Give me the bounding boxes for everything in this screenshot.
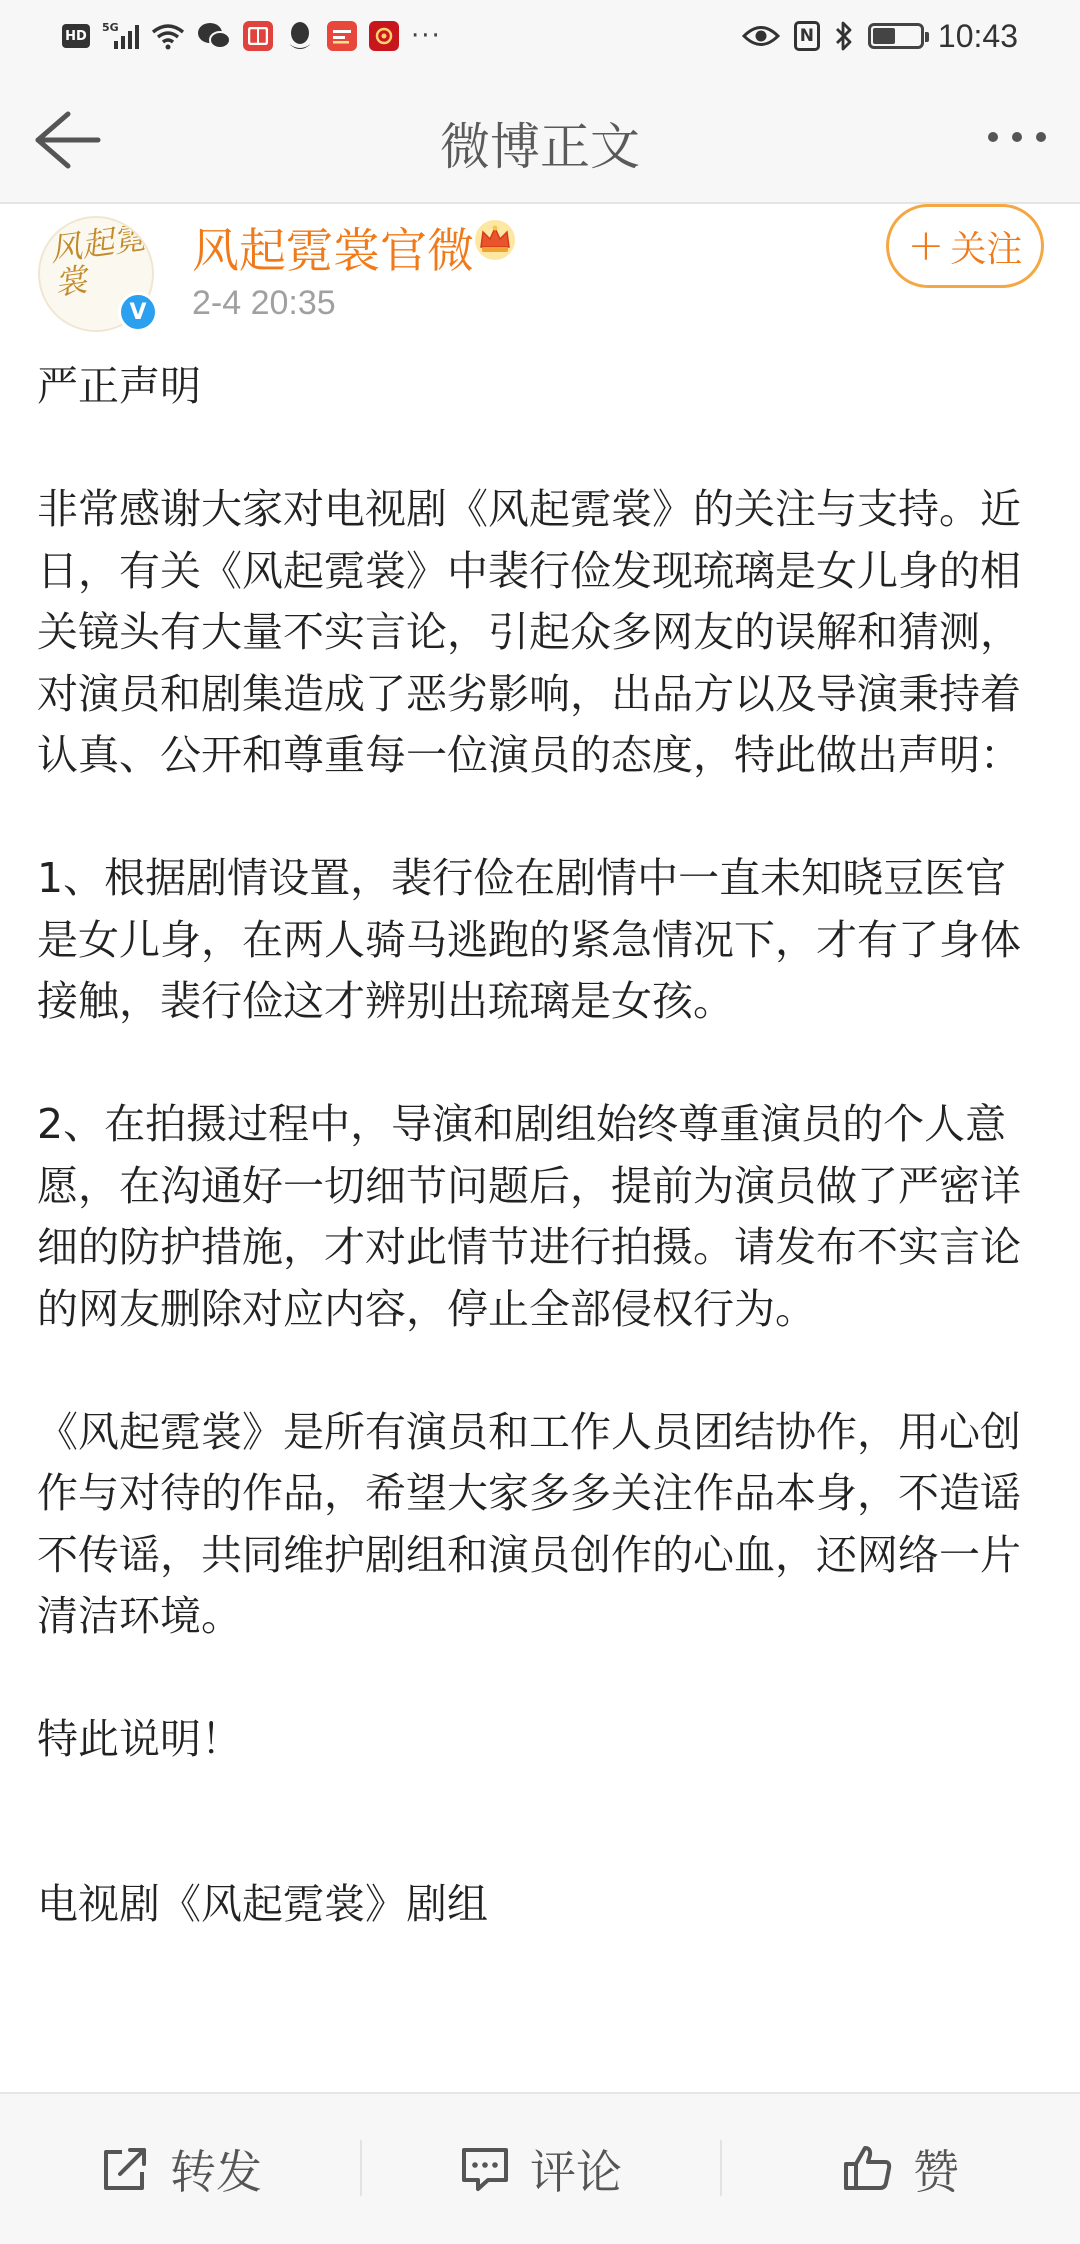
verified-badge-icon: V [118, 292, 158, 332]
repost-button[interactable] [0, 2094, 360, 2244]
bottom-toolbar [0, 2092, 1080, 2244]
more-notifications-icon: ··· [411, 21, 442, 51]
post-signature: 电视剧《风起霓裳》剧组 [37, 1879, 488, 1928]
nfc-icon: N [794, 21, 820, 51]
comment-button[interactable] [360, 2094, 720, 2244]
eye-icon [742, 23, 780, 49]
more-menu-icon[interactable] [988, 132, 1046, 142]
share-icon [98, 2142, 152, 2196]
page-title: 微博正文 [440, 118, 640, 176]
wechat-icon [197, 21, 231, 51]
post-closing: 特此说明！ [37, 1715, 242, 1763]
follow-label: 关注 [950, 228, 1023, 270]
avatar-calligraphy: 风起霓裳 [47, 217, 148, 303]
wifi-icon [151, 22, 185, 50]
network-type: 5G [102, 21, 119, 34]
author-name[interactable]: 风起霓裳官微 [192, 224, 474, 279]
battery-icon [868, 23, 924, 49]
reader-icon [243, 21, 273, 51]
signal-icon [102, 23, 139, 49]
post-paragraph-4: 《风起霓裳》是所有演员和工作人员团结协作，用心创作与对待的作品，希望大家多多关注作品本身，不造谣不传谣，共同维护剧组和演员创作的心血，还网络一片清洁环境。 [37, 1407, 1021, 1640]
news-icon [369, 21, 399, 51]
like-button[interactable] [720, 2094, 1080, 2244]
comment-icon [458, 2142, 512, 2196]
crown-icon [472, 216, 518, 262]
status-bar-left [62, 14, 442, 58]
hd-icon: HD [62, 24, 90, 48]
status-bar-right [742, 14, 1018, 58]
post-paragraph-1: 非常感谢大家对电视剧《风起霓裳》的关注与支持。近日，有关《风起霓裳》中裴行俭发现琉璃是女儿身的相关镜头有大量不实言论，引起众多网友的误解和猜测，对演员和剧集造成了恶劣影响，出品方以及导演秉持着认真、公开和尊重每一位演员的态度，特此做出声明： [37, 485, 1021, 779]
post-paragraph-3: 2、在拍摄过程中，导演和剧组始终尊重演员的个人意愿，在沟通好一切细节问题后，提前为演员做了严密详细的防护措施，才对此情节进行拍摄。请发布不实言论的网友删除对应内容，停止全部侵权行为。 [37, 1100, 1021, 1333]
bluetooth-icon [834, 20, 854, 52]
post-paragraph-2: 1、根据剧情设置，裴行俭在剧情中一直未知晓豆医官是女儿身，在两人骑马逃跑的紧急情况下，才有了身体接触，裴行俭这才辨别出琉璃是女孩。 [37, 854, 1021, 1025]
post-timestamp: 2-4 20:35 [192, 284, 336, 322]
comment-label: 评论 [530, 2145, 622, 2199]
toutiao-icon [327, 21, 357, 51]
author-header [0, 204, 1080, 344]
battery-level [873, 28, 895, 44]
follow-button[interactable] [886, 204, 1044, 288]
post-heading: 严正声明 [37, 362, 201, 410]
clock: 10:43 [937, 17, 1018, 54]
thumbs-up-icon [841, 2142, 895, 2196]
qq-icon [285, 20, 315, 52]
nav-bar [0, 72, 1080, 204]
plus-icon: + [907, 220, 945, 271]
status-bar [0, 0, 1080, 72]
post-content [37, 356, 1047, 1935]
like-label: 赞 [913, 2145, 959, 2199]
repost-label: 转发 [170, 2145, 262, 2199]
